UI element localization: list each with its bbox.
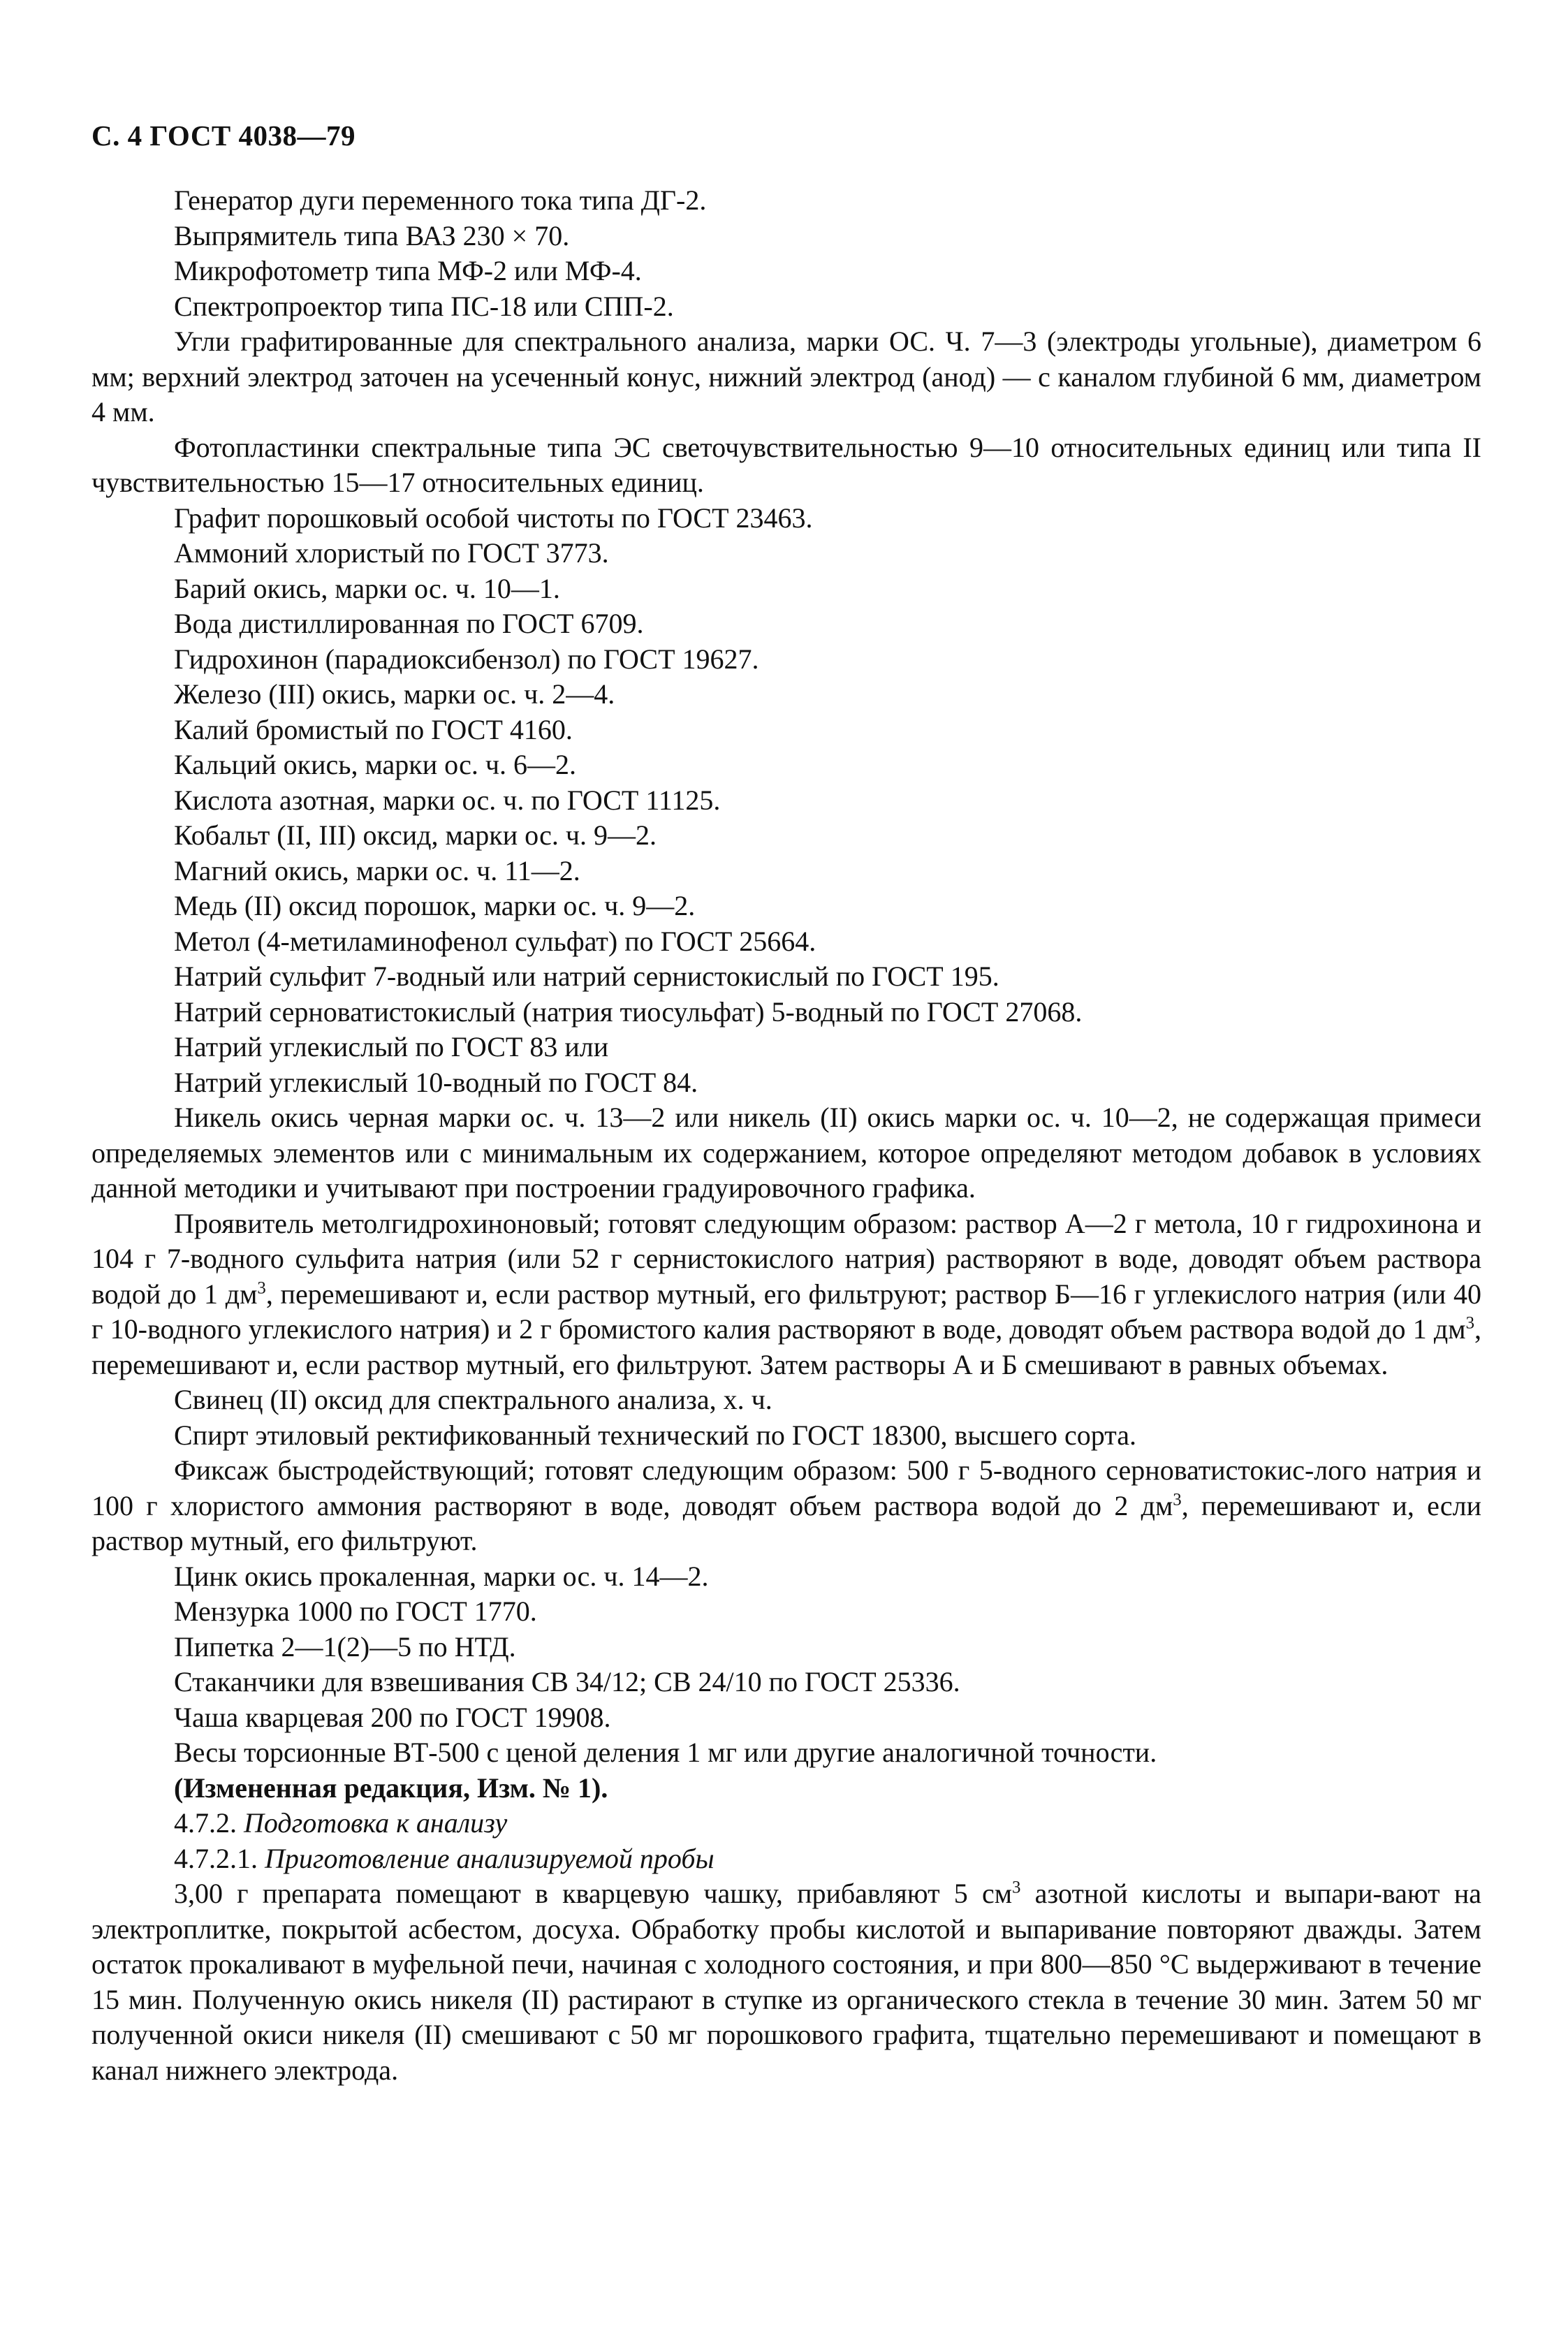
text-line: Барий окись, марки ос. ч. 10—1. — [174, 572, 560, 604]
superscript: 3 — [1012, 1878, 1021, 1897]
text-run: , перемешивают и, если раствор мутный, его фильтруют. Затем растворы А и Б смешивают в равных объемах. — [91, 1313, 1481, 1380]
text-line: Медь (II) оксид порошок, марки ос. ч. 9—2. — [174, 890, 696, 921]
text-line: Чаша кварцевая 200 по ГОСТ 19908. — [174, 1701, 611, 1733]
text-run: Фиксаж быстродействующий; готовят следующим образом: 500 г 5-водного серноватистокис-лого натрия и 100 г хлористого аммония растворяют в воде, доводят объем раствора водой до 2 дм — [91, 1454, 1481, 1521]
text-line: Генератор дуги переменного тока типа ДГ-2. — [174, 184, 707, 216]
section-heading — [91, 1806, 1481, 1841]
text-line: Спектропроектор типа ПС-18 или СПП-2. — [174, 290, 674, 322]
text-line: Пипетка 2—1(2)—5 по НТД. — [174, 1630, 516, 1663]
text-line: Графит порошковый особой чистоты по ГОСТ 23463. — [174, 502, 813, 534]
superscript: 3 — [1465, 1313, 1474, 1333]
page-header: С. 4 ГОСТ 4038—79 — [91, 119, 356, 152]
text-line: Натрий углекислый 10-водный по ГОСТ 84. — [174, 1066, 698, 1098]
revision-note: (Измененная редакция, Изм. № 1). — [174, 1772, 608, 1804]
section-title: Подготовка к анализу — [244, 1807, 508, 1839]
section-number: 4.7.2. — [174, 1807, 244, 1839]
text-run: Проявитель метолгидрохиноновый; готовят следующим образом: раствор А—2 г метола, 10 г гидрохинона и 104 г 7-водного сульфита натрия (или 52 г сернистокислого натрия) растворяют в воде, доводят объем раствора водой до 1 дм — [91, 1207, 1481, 1310]
text-line: Гидрохинон (парадиоксибензол) по ГОСТ 19627. — [174, 643, 759, 675]
text-line: Кобальт (II, III) оксид, марки ос. ч. 9—2. — [174, 819, 657, 851]
subsection-number: 4.7.2.1. — [174, 1842, 265, 1874]
text-run: 3,00 г препарата помещают в кварцевую чашку, прибавляют 5 см — [174, 1878, 1013, 1909]
text-line: Весы торсионные ВТ-500 с ценой деления 1 мг или другие аналогичной точности. — [174, 1737, 1157, 1768]
text-line: Метол (4-метиламинофенол сульфат) по ГОСТ 25664. — [174, 925, 816, 957]
superscript: 3 — [257, 1278, 266, 1298]
document-page — [91, 119, 1481, 2088]
text-run: , перемешивают и, если раствор мутный, его фильтруют. — [91, 1489, 1481, 1556]
text-line: Аммоний хлористый по ГОСТ 3773. — [174, 537, 609, 569]
text-line: Калий бромистый по ГОСТ 4160. — [174, 713, 573, 745]
subsection-title: Приготовление анализируемой пробы — [265, 1842, 715, 1874]
paragraph: Угли графитированные для спектрального анализа, марки ОС. Ч. 7—3 (электроды угольные), диаметром 6 мм; верхний электрод заточен на усеченный конус, нижний электрод (анод) — с каналом глубиной 6 мм, диаметром 4 мм. — [91, 326, 1481, 428]
subsection-heading — [91, 1841, 1481, 1877]
superscript: 3 — [1173, 1490, 1182, 1510]
document-body — [91, 183, 1481, 2088]
text-line: Выпрямитель типа ВАЗ 230 × 70. — [174, 219, 570, 251]
text-line: Магний окись, марки ос. ч. 11—2. — [174, 854, 580, 886]
text-run: азотной кислоты и выпари-вают на электроплитке, покрытой асбестом, досуха. Обработку пробы кислотой и выпаривание повторяют дважды. Затем остаток прокаливают в муфельной печи, начиная с холодного состояния, и при 800—850 °С выдерживают в течение 15 мин. Полученную окись никеля (II) растирают в ступке из органического стекла в течение 30 мин. Затем 50 мг полученной окиси никеля (II) смешивают с 50 мг порошкового графита, тщательно перемешивают и помещают в канал нижнего электрода. — [91, 1878, 1482, 2086]
text-line: Натрий углекислый по ГОСТ 83 или — [174, 1031, 609, 1062]
text-line: Стаканчики для взвешивания СВ 34/12; СВ 24/10 по ГОСТ 25336. — [174, 1666, 960, 1697]
text-line: Спирт этиловый ректификованный технический по ГОСТ 18300, высшего сорта. — [174, 1419, 1136, 1451]
text-line: Вода дистиллированная по ГОСТ 6709. — [174, 608, 644, 639]
paragraph-procedure — [91, 1876, 1481, 2088]
paragraph-developer — [91, 1206, 1481, 1383]
text-line: Мензурка 1000 по ГОСТ 1770. — [174, 1595, 537, 1627]
text-line: Кислота азотная, марки ос. ч. по ГОСТ 11125. — [174, 784, 721, 816]
text-line: Натрий сульфит 7-водный или натрий сернистокислый по ГОСТ 195. — [174, 960, 999, 992]
paragraph: Фотопластинки спектральные типа ЭС светочувствительностью 9—10 относительных единиц или типа II чувствительностью 15—17 относительных единиц. — [91, 431, 1481, 498]
text-line: Микрофотометр типа МФ-2 или МФ-4. — [174, 255, 642, 286]
text-line: Кальций окись, марки ос. ч. 6—2. — [174, 749, 577, 780]
text-line: Свинец (II) оксид для спектрального анализа, х. ч. — [174, 1384, 772, 1415]
text-line: Цинк окись прокаленная, марки ос. ч. 14—2. — [174, 1560, 709, 1592]
text-line: Натрий серноватистокислый (натрия тиосульфат) 5-водный по ГОСТ 27068. — [174, 995, 1083, 1028]
text-line: Железо (III) окись, марки ос. ч. 2—4. — [174, 678, 615, 710]
text-run: , перемешивают и, если раствор мутный, его фильтруют; раствор Б—16 г углекислого натрия (или 40 г 10-водного углекислого натрия) и 2 г бромистого калия растворяют в воде, доводят объем раствора водой до 1 дм — [91, 1278, 1482, 1345]
paragraph: Никель окись черная марки ос. ч. 13—2 или никель (II) окись марки ос. ч. 10—2, не содержащая примеси определяемых элементов или с минимальным их содержанием, которое определяют методом добавок в условиях данной методики и учитывают при построении градуировочного графика. — [91, 1102, 1481, 1204]
paragraph-fixer — [91, 1453, 1481, 1559]
